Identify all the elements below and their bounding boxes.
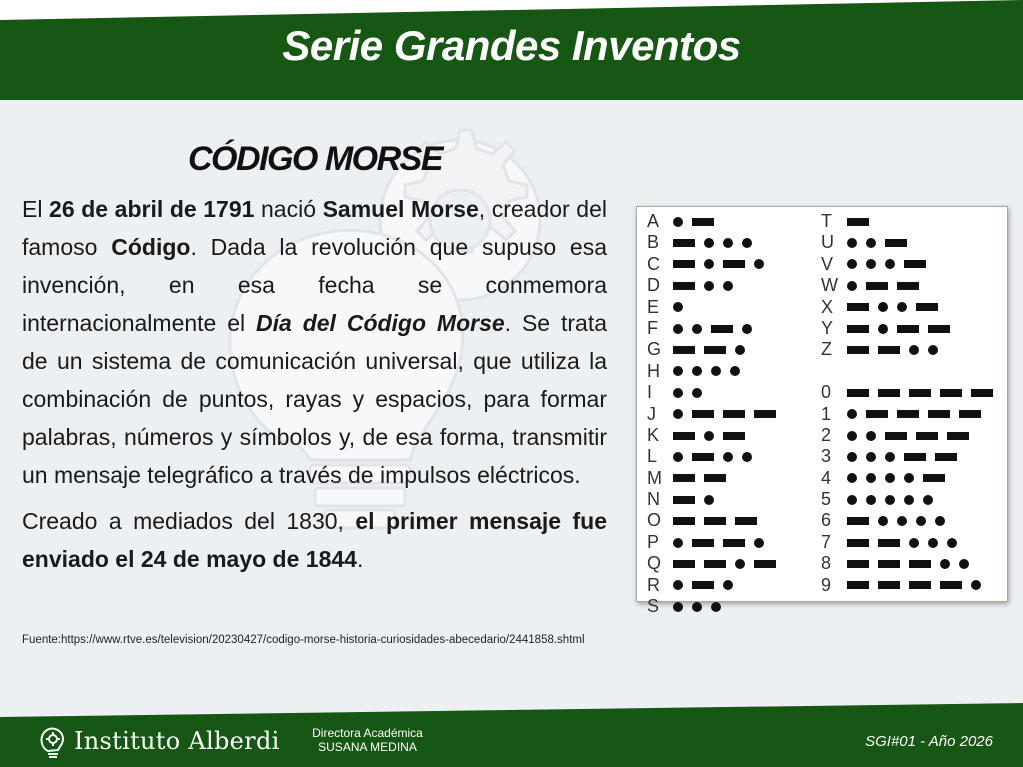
morse-dash: [878, 389, 900, 397]
text-segment: .: [356, 546, 364, 572]
morse-dot: [928, 345, 938, 355]
morse-dot: [704, 238, 714, 248]
morse-dot: [897, 302, 907, 312]
paragraph-first-message: [22, 502, 607, 578]
morse-code-signal: [673, 382, 711, 403]
morse-row: [821, 553, 1003, 574]
morse-dot: [723, 238, 733, 248]
morse-character: K: [647, 424, 660, 445]
morse-dot: [730, 366, 740, 376]
morse-dash: [754, 410, 776, 418]
morse-code-signal: [673, 232, 761, 253]
morse-dash: [940, 581, 962, 589]
morse-dot: [711, 366, 721, 376]
morse-dot: [742, 452, 752, 462]
morse-character: 8: [821, 553, 832, 574]
morse-row: [647, 510, 817, 531]
morse-dash: [673, 282, 695, 290]
morse-row: [821, 275, 1003, 296]
morse-dash: [673, 496, 695, 504]
morse-code-signal: [847, 254, 935, 275]
morse-dot: [692, 388, 702, 398]
text-segment: Creado a mediados del 1830,: [22, 508, 356, 534]
morse-dot: [909, 538, 919, 548]
director-role: Directora Académica: [312, 726, 423, 740]
morse-dot: [723, 580, 733, 590]
morse-code-signal: [673, 254, 773, 275]
morse-dot: [935, 516, 945, 526]
morse-dot: [866, 473, 876, 483]
morse-code-signal: [673, 361, 749, 382]
morse-dot: [692, 324, 702, 334]
morse-character: N: [647, 489, 660, 510]
morse-character: J: [647, 403, 656, 424]
morse-dot: [754, 538, 764, 548]
morse-dot: [673, 217, 683, 227]
morse-code-signal: [847, 211, 878, 232]
morse-dot: [673, 580, 683, 590]
morse-row: [821, 382, 1003, 403]
morse-dot: [866, 238, 876, 248]
morse-character: 1: [821, 403, 832, 424]
morse-code-signal: [847, 382, 1002, 403]
morse-dot: [971, 580, 981, 590]
morse-dot: [704, 281, 714, 291]
morse-dot: [923, 495, 933, 505]
morse-row: [821, 361, 1003, 382]
morse-row: [821, 232, 1003, 253]
morse-dash: [673, 432, 695, 440]
morse-dot: [866, 495, 876, 505]
morse-dash: [878, 560, 900, 568]
morse-dash: [909, 581, 931, 589]
morse-dash: [704, 560, 726, 568]
morse-character: C: [647, 253, 660, 274]
morse-code-signal: [673, 318, 761, 339]
footer-bar: [0, 703, 1023, 767]
morse-dash: [692, 410, 714, 418]
morse-dot: [866, 431, 876, 441]
morse-dash: [866, 410, 888, 418]
morse-character: Y: [821, 317, 834, 338]
morse-character: I: [647, 382, 653, 403]
article-body: [22, 190, 607, 586]
morse-character: 9: [821, 574, 832, 595]
morse-dot: [866, 452, 876, 462]
morse-dash: [704, 474, 726, 482]
morse-character: Q: [647, 553, 662, 574]
morse-character: Z: [821, 339, 832, 360]
morse-code-signal: [847, 510, 954, 531]
morse-dash: [673, 474, 695, 482]
morse-character: U: [821, 232, 834, 253]
morse-dot: [847, 409, 857, 419]
morse-dot: [878, 516, 888, 526]
morse-row: [821, 532, 1003, 553]
morse-dash: [897, 325, 919, 333]
morse-dot: [878, 302, 888, 312]
morse-dash: [878, 346, 900, 354]
morse-dot: [735, 345, 745, 355]
morse-character: 6: [821, 510, 832, 531]
morse-character: E: [647, 296, 660, 317]
morse-dash: [847, 581, 869, 589]
main-title: CÓDIGO MORSE: [187, 140, 443, 178]
morse-character: M: [647, 467, 662, 488]
morse-code-signal: [673, 339, 754, 360]
morse-row: [647, 404, 817, 425]
series-code: SGI#01 - Año 2026: [865, 733, 993, 750]
morse-code-signal: [847, 339, 947, 360]
director-name: SUSANA MEDINA: [318, 740, 417, 754]
morse-character: X: [821, 296, 834, 317]
morse-dot: [754, 259, 764, 269]
header-notch: [0, 0, 1023, 20]
morse-dot: [847, 431, 857, 441]
morse-character: L: [647, 446, 658, 467]
morse-row: [647, 553, 817, 574]
director-credit: [290, 726, 445, 754]
morse-dash: [847, 560, 869, 568]
morse-code-signal: [847, 232, 916, 253]
morse-dot: [847, 495, 857, 505]
morse-dot: [897, 516, 907, 526]
morse-dash: [847, 539, 869, 547]
morse-character: 2: [821, 424, 832, 445]
morse-dash: [754, 560, 776, 568]
morse-row: [821, 339, 1003, 360]
morse-dot: [711, 602, 721, 612]
header-bar: [0, 0, 1023, 100]
morse-code-signal: [673, 425, 754, 446]
morse-dash: [692, 453, 714, 461]
morse-dot: [847, 452, 857, 462]
morse-dot: [847, 238, 857, 248]
morse-row: [647, 297, 817, 318]
morse-dash: [704, 517, 726, 525]
morse-code-signal: [673, 532, 773, 553]
morse-dot: [742, 238, 752, 248]
morse-row: [821, 468, 1003, 489]
morse-character: P: [647, 531, 660, 552]
morse-character: H: [647, 360, 660, 381]
morse-character: O: [647, 510, 662, 531]
morse-code-signal: [847, 275, 928, 296]
institute-logo: [36, 721, 280, 761]
morse-dash: [928, 325, 950, 333]
morse-character: 3: [821, 446, 832, 467]
content-area: [0, 100, 1023, 706]
morse-dash: [885, 432, 907, 440]
morse-dash: [847, 389, 869, 397]
morse-code-signal: [673, 446, 761, 467]
footer-notch: [0, 703, 1023, 717]
morse-character: F: [647, 317, 658, 338]
morse-code-signal: [847, 425, 978, 446]
morse-dash: [904, 260, 926, 268]
morse-row: [821, 575, 1003, 596]
morse-row: [821, 425, 1003, 446]
morse-dot: [673, 302, 683, 312]
morse-dot: [723, 281, 733, 291]
morse-dot: [909, 345, 919, 355]
morse-dot: [847, 281, 857, 291]
morse-dash: [916, 432, 938, 440]
morse-dash: [897, 410, 919, 418]
morse-dash: [847, 325, 869, 333]
morse-dot: [704, 431, 714, 441]
morse-character: S: [647, 596, 660, 617]
morse-dot: [904, 495, 914, 505]
morse-column-letters-a-s: [647, 211, 817, 617]
morse-character: 7: [821, 531, 832, 552]
morse-row: [647, 382, 817, 403]
morse-character: A: [647, 211, 660, 231]
morse-dash: [711, 325, 733, 333]
morse-dash: [673, 346, 695, 354]
morse-dash: [847, 218, 869, 226]
morse-dot: [735, 559, 745, 569]
morse-code-signal: [847, 575, 990, 596]
morse-character: W: [821, 275, 838, 296]
morse-dot: [847, 259, 857, 269]
morse-dash: [916, 303, 938, 311]
morse-dash: [723, 410, 745, 418]
morse-dot: [742, 324, 752, 334]
morse-row: [647, 575, 817, 596]
morse-dot: [704, 495, 714, 505]
morse-dash: [909, 389, 931, 397]
morse-row: [821, 318, 1003, 339]
morse-dash: [723, 539, 745, 547]
morse-row: [647, 361, 817, 382]
morse-row: [821, 489, 1003, 510]
morse-dot: [673, 388, 683, 398]
morse-dot: [916, 516, 926, 526]
morse-dash: [897, 282, 919, 290]
morse-code-signal: [673, 553, 785, 574]
morse-row: [647, 425, 817, 446]
morse-character: R: [647, 574, 660, 595]
morse-row: [647, 532, 817, 553]
morse-dash: [673, 260, 695, 268]
morse-dot: [885, 495, 895, 505]
morse-dash: [909, 560, 931, 568]
morse-dash: [692, 218, 714, 226]
text-segment: Samuel Morse: [322, 196, 479, 222]
morse-dot: [959, 559, 969, 569]
text-segment: nació: [254, 196, 323, 222]
morse-dot: [885, 473, 895, 483]
morse-code-signal: [673, 404, 785, 425]
morse-dot: [673, 538, 683, 548]
morse-dot: [904, 473, 914, 483]
morse-dot: [847, 473, 857, 483]
morse-code-signal: [847, 532, 966, 553]
series-title: Serie Grandes Inventos: [282, 22, 741, 69]
morse-character: T: [821, 211, 832, 231]
morse-character: V: [821, 253, 834, 274]
bulb-gear-icon: [36, 723, 70, 759]
morse-row: [647, 489, 817, 510]
morse-dash: [847, 303, 869, 311]
morse-code-signal: [847, 297, 947, 318]
morse-dash: [704, 346, 726, 354]
morse-dash: [885, 239, 907, 247]
text-segment: . Dada la revolución que supuso esa invención, en esa fecha se conmemora internacionalmente el: [22, 234, 607, 336]
morse-row: [647, 211, 817, 232]
morse-code-signal: [673, 211, 723, 232]
morse-code-signal: [673, 489, 723, 510]
morse-column-t-z-digits: [821, 211, 1003, 596]
morse-dot: [723, 452, 733, 462]
morse-character: 0: [821, 382, 832, 403]
morse-code-signal: [673, 596, 730, 617]
morse-dash: [904, 453, 926, 461]
morse-code-signal: [847, 318, 959, 339]
morse-dash: [928, 410, 950, 418]
text-segment: 26 de abril de 1791: [49, 196, 255, 222]
morse-dot: [885, 452, 895, 462]
morse-character: 4: [821, 467, 832, 488]
morse-code-signal: [673, 275, 742, 296]
morse-dash: [940, 389, 962, 397]
morse-dash: [935, 453, 957, 461]
morse-code-signal: [673, 297, 692, 318]
paragraph-history: [22, 190, 607, 494]
text-segment: El: [22, 196, 50, 222]
text-segment: el primer mensaje fue enviado el 24 de mayo de 1844: [22, 508, 607, 572]
morse-dot: [673, 602, 683, 612]
morse-row: [821, 254, 1003, 275]
morse-dash: [878, 581, 900, 589]
morse-dot: [673, 409, 683, 419]
morse-code-signal: [847, 553, 978, 574]
morse-row: [821, 510, 1003, 531]
morse-character: D: [647, 275, 660, 296]
morse-dot: [673, 366, 683, 376]
morse-row: [647, 232, 817, 253]
morse-dash: [971, 389, 993, 397]
logo-text: Instituto Alberdi: [74, 727, 280, 755]
morse-dot: [673, 452, 683, 462]
morse-dot: [885, 259, 895, 269]
morse-dash: [723, 260, 745, 268]
morse-row: [647, 254, 817, 275]
morse-dash: [735, 517, 757, 525]
morse-dash: [673, 517, 695, 525]
morse-row: [821, 404, 1003, 425]
morse-dash: [959, 410, 981, 418]
morse-dash: [847, 346, 869, 354]
morse-code-chart: [636, 206, 1008, 617]
morse-dot: [692, 602, 702, 612]
morse-code-signal: [847, 489, 942, 510]
morse-dot: [704, 259, 714, 269]
morse-dot: [878, 324, 888, 334]
morse-dash: [947, 432, 969, 440]
morse-row: [647, 468, 817, 489]
morse-row: [647, 318, 817, 339]
morse-row: [821, 446, 1003, 467]
source-citation: Fuente:https://www.rtve.es/television/20230427/codigo-morse-historia-curiosidades-abecedario/2441858.shtml: [22, 634, 585, 646]
morse-code-signal: [847, 446, 966, 467]
morse-dot: [692, 366, 702, 376]
morse-character: B: [647, 232, 660, 253]
morse-dash: [673, 560, 695, 568]
morse-row: [821, 297, 1003, 318]
morse-code-signal: [847, 404, 990, 425]
morse-row: [647, 275, 817, 296]
morse-dash: [878, 539, 900, 547]
morse-code-signal: [673, 468, 735, 489]
morse-dash: [866, 282, 888, 290]
morse-code-signal: [847, 468, 954, 489]
morse-character: 5: [821, 489, 832, 510]
morse-dot: [940, 559, 950, 569]
morse-row: [647, 446, 817, 467]
morse-dash: [723, 432, 745, 440]
morse-character: G: [647, 339, 662, 360]
morse-dot: [947, 538, 957, 548]
morse-dot: [928, 538, 938, 548]
morse-dot: [673, 324, 683, 334]
text-segment: Día del Código Morse: [256, 310, 505, 336]
morse-row: [647, 596, 817, 617]
morse-dash: [692, 539, 714, 547]
morse-dash: [692, 581, 714, 589]
text-segment: . Se trata de un sistema de comunicación universal, que utiliza la combinación de puntos, rayas y espacios, para formar palabras, números y símbolos y, de esa forma, transmitir un mensaje telegráfico a través de impulsos eléctricos.: [22, 310, 607, 488]
morse-row: [647, 339, 817, 360]
text-segment: , creador del famoso: [22, 196, 607, 260]
morse-code-signal: [673, 510, 766, 531]
morse-row: [821, 211, 1003, 232]
text-segment: Código: [111, 234, 191, 260]
morse-dash: [923, 474, 945, 482]
morse-dash: [673, 239, 695, 247]
morse-dot: [866, 259, 876, 269]
morse-dash: [847, 517, 869, 525]
morse-code-signal: [673, 575, 742, 596]
